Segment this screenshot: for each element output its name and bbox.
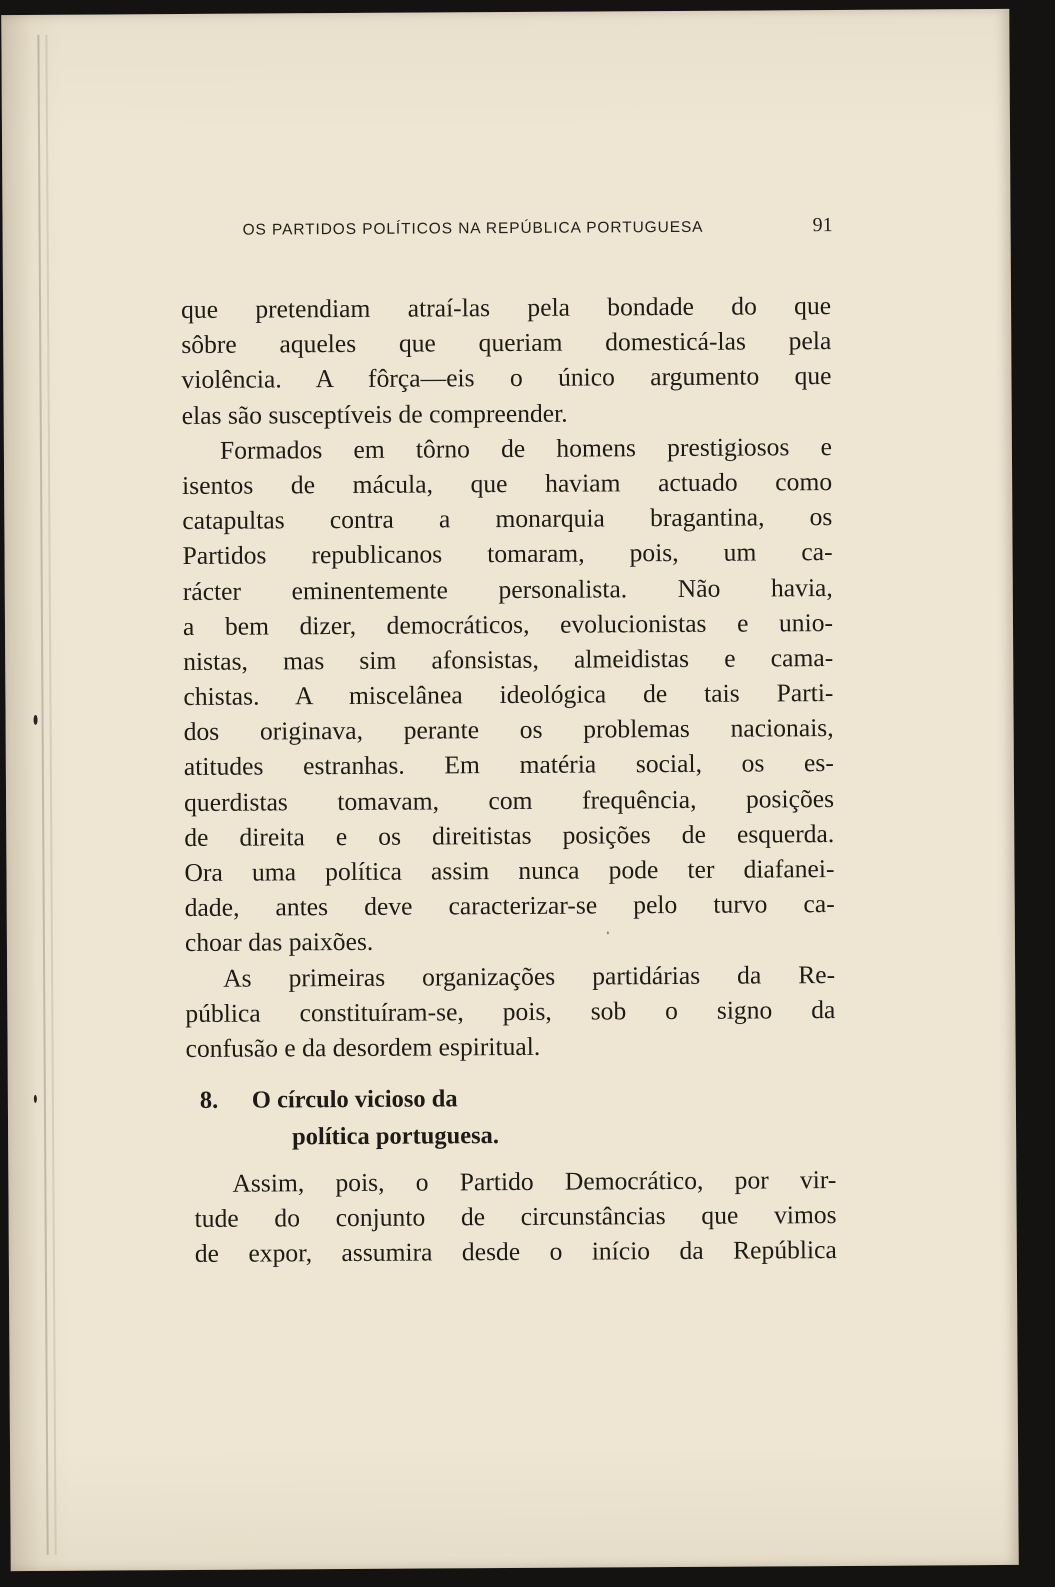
text-line: rácter eminentemente personalista. Não havia,: [182, 572, 833, 606]
body-text-block: [181, 288, 836, 1066]
text-line: Formados em tôrno de homens prestigiosos e: [219, 431, 832, 465]
running-title: OS PARTIDOS POLÍTICOS NA REPÚBLICA PORTUGUESA: [242, 218, 704, 239]
text-line: choar das paixões.: [184, 927, 374, 958]
section-title-line: O círculo vicioso da: [251, 1085, 458, 1114]
book-page: [1, 9, 1018, 1571]
text-line: Ora uma política assim nunca pode ter diafanei-: [184, 854, 835, 887]
text-line: atitudes estranhas. Em matéria social, os es-: [183, 748, 834, 782]
text-line: dade, antes deve caracterizar-se pelo turvo ca-: [184, 889, 835, 923]
text-line: de direita e os direitistas posições de esquerda.: [184, 818, 835, 852]
section-number: 8.: [199, 1086, 219, 1114]
text-line: chistas. A miscelânea ideológica de tais Parti-: [183, 678, 834, 712]
text-line: nistas, mas sim afonsistas, almeidistas e cama-: [183, 642, 834, 676]
body-text-block: [194, 1162, 837, 1271]
paper-speck: [607, 931, 609, 934]
text-line: sôbre aqueles que queriam domesticá-las pela: [181, 326, 832, 360]
text-line: a bem dizer, democráticos, evolucionistas e unio-: [182, 607, 834, 641]
text-line: elas são susceptíveis de compreender.: [181, 398, 568, 430]
text-line: de expor, assumira desde o início da República: [194, 1235, 837, 1269]
paper-speck: [34, 715, 38, 725]
text-line: isentos de mácula, que haviam actuado como: [182, 466, 833, 500]
text-line: violência. A fôrça—eis o único argumento que: [181, 361, 832, 395]
text-line: dos originava, perante os problemas nacionais,: [183, 713, 834, 747]
text-line: confusão e da desordem espiritual.: [185, 1031, 541, 1063]
text-line: querdistas tomavam, com frequência, posições: [183, 783, 835, 817]
section-heading: [200, 1080, 499, 1156]
text-line: que pretendiam atraí-las pela bondade do que: [180, 291, 832, 325]
text-line: Partidos republicanos tomaram, pois, um ca-: [182, 537, 833, 571]
text-line: pública constituíram-se, pois, sob o signo da: [185, 994, 836, 1028]
section-title-line: política portuguesa.: [292, 1122, 500, 1151]
text-line: catapultas contra a monarquia bragantina, os: [182, 502, 833, 536]
text-line: Assim, pois, o Partido Democrático, por vir-: [232, 1165, 837, 1198]
paper-speck: [34, 1095, 37, 1103]
page-number: 91: [812, 214, 833, 237]
page-header: [242, 214, 833, 239]
text-line: tude do conjunto de circunstâncias que vimos: [194, 1200, 837, 1234]
text-line: As primeiras organizações partidárias da Re-: [223, 959, 836, 993]
